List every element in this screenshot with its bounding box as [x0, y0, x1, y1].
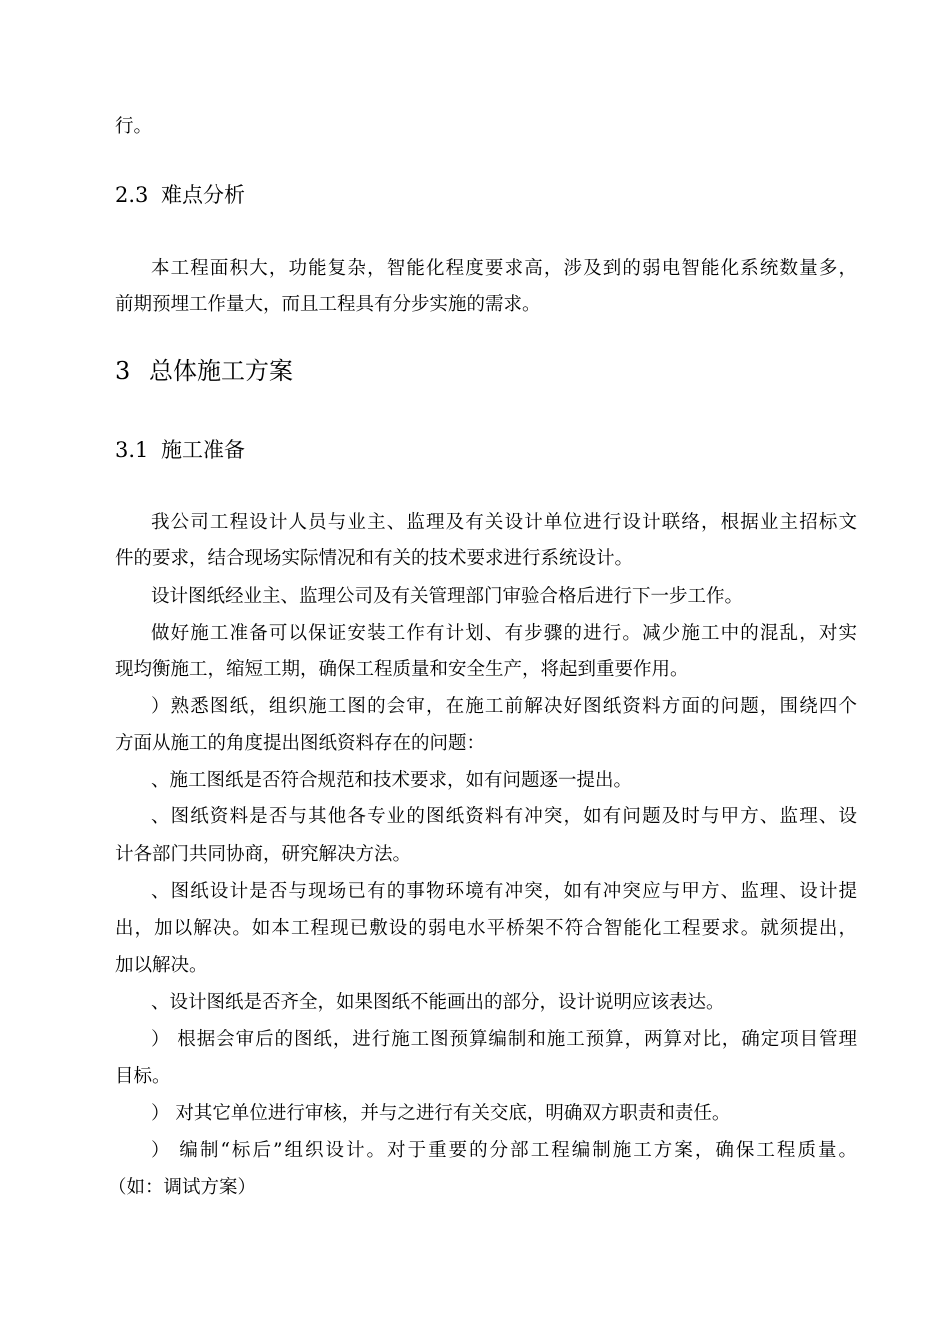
chapter-heading-3	[115, 355, 293, 387]
list-item-line: 出，加以解决。如本工程现已敷设的弱电水平桥架不符合智能化工程要求。就须提出，	[115, 918, 857, 939]
paragraph-line: 我公司工程设计人员与业主、监理及有关设计单位进行设计联络，根据业主招标文	[151, 512, 857, 533]
paragraph-line: 本工程面积大，功能复杂，智能化程度要求高，涉及到的弱电智能化系统数量多，	[151, 258, 857, 279]
section-number: 3.1	[115, 438, 149, 462]
list-item-line: ）熟悉图纸，组织施工图的会审，在施工前解决好图纸资料方面的问题，围绕四个	[151, 696, 857, 717]
section-title: 施工准备	[161, 438, 245, 462]
list-item-line: 、图纸设计是否与现场已有的事物环境有冲突，如有冲突应与甲方、监理、设计提	[151, 881, 857, 902]
list-item-line: 方面从施工的角度提出图纸资料存在的问题：	[115, 733, 486, 754]
list-item-line: ） 对其它单位进行审核，并与之进行有关交底，明确双方职责和责任。	[151, 1103, 731, 1124]
list-item-line: 计各部门共同协商，研究解决方法。	[115, 844, 412, 865]
section-number: 2.3	[115, 183, 149, 207]
section-title: 难点分析	[161, 183, 245, 207]
paragraph-line: 做好施工准备可以保证安装工作有计划、有步骤的进行。减少施工中的混乱，对实	[151, 623, 857, 644]
list-item-line: ） 根据会审后的图纸，进行施工图预算编制和施工预算，两算对比，确定项目管理	[151, 1029, 857, 1050]
list-item-line: 、施工图纸是否符合规范和技术要求，如有问题逐一提出。	[151, 770, 633, 791]
paragraph-tail: 行。	[115, 116, 153, 137]
chapter-title: 总体施工方案	[149, 357, 293, 385]
paragraph-line: 件的要求，结合现场实际情况和有关的技术要求进行系统设计。	[115, 548, 634, 569]
list-item-line: 、图纸资料是否与其他各专业的图纸资料有冲突，如有问题及时与甲方、监理、设	[151, 806, 857, 827]
list-item-line: 加以解决。	[115, 955, 208, 976]
list-item-line: 目标。	[115, 1066, 171, 1087]
paragraph-line: 现均衡施工，缩短工期，确保工程质量和安全生产，将起到重要作用。	[115, 659, 689, 680]
list-item-line: （如：调试方案）	[108, 1177, 257, 1198]
chapter-number: 3	[115, 357, 131, 385]
section-heading-2-3	[115, 181, 245, 209]
list-item-line: ） 编制“标后”组织设计。对于重要的分部工程编制施工方案，确保工程质量。	[151, 1140, 857, 1161]
list-item-line: 、设计图纸是否齐全，如果图纸不能画出的部分，设计说明应该表达。	[151, 992, 725, 1013]
paragraph-line: 前期预埋工作量大，而且工程具有分步实施的需求。	[115, 294, 541, 315]
paragraph-line: 设计图纸经业主、监理公司及有关管理部门审验合格后进行下一步工作。	[151, 586, 744, 607]
section-heading-3-1	[115, 436, 245, 464]
